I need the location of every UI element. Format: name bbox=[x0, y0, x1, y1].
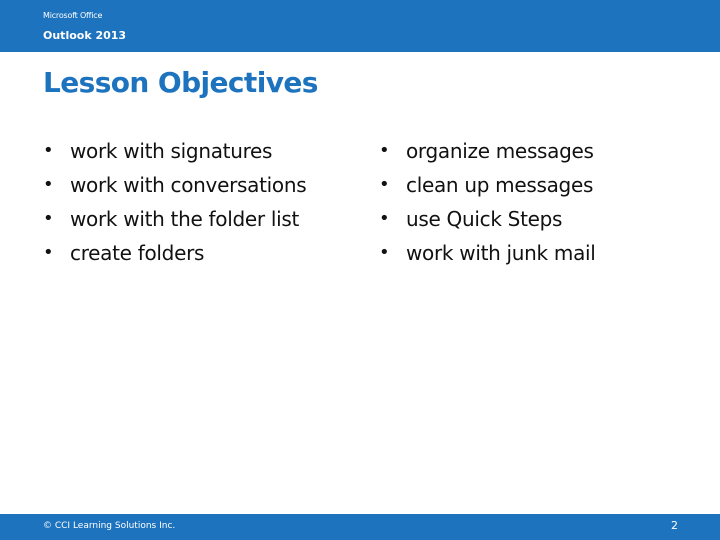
objective-text: clean up messages bbox=[406, 173, 594, 197]
objective-text: use Quick Steps bbox=[406, 207, 563, 231]
objective-item bbox=[43, 236, 306, 270]
objective-item bbox=[379, 168, 596, 202]
bullet-icon: • bbox=[379, 174, 390, 195]
objective-item bbox=[43, 202, 306, 236]
bullet-icon: • bbox=[43, 140, 54, 161]
objective-item bbox=[43, 168, 306, 202]
bullet-icon: • bbox=[43, 208, 54, 229]
objective-text: work with junk mail bbox=[406, 241, 596, 265]
objective-item bbox=[379, 236, 596, 270]
objective-text: work with the folder list bbox=[70, 207, 300, 231]
bullet-icon: • bbox=[379, 242, 390, 263]
bullet-icon: • bbox=[379, 208, 390, 229]
slide-title: Lesson Objectives bbox=[43, 66, 318, 99]
page-number: 2 bbox=[671, 519, 678, 532]
header-band bbox=[0, 0, 720, 52]
objective-item bbox=[379, 202, 596, 236]
objective-item bbox=[379, 134, 596, 168]
bullet-icon: • bbox=[43, 242, 54, 263]
objective-text: organize messages bbox=[406, 139, 594, 163]
bullet-icon: • bbox=[379, 140, 390, 161]
objective-text: create folders bbox=[70, 241, 205, 265]
objective-text: work with conversations bbox=[70, 173, 307, 197]
product-label: Outlook 2013 bbox=[43, 29, 127, 42]
copyright-label: © CCI Learning Solutions Inc. bbox=[43, 521, 176, 531]
bullet-icon: • bbox=[43, 174, 54, 195]
footer-band bbox=[0, 514, 720, 540]
right-objectives-list bbox=[379, 134, 596, 270]
objective-item bbox=[43, 134, 306, 168]
left-objectives-list bbox=[43, 134, 306, 270]
objective-text: work with signatures bbox=[70, 139, 273, 163]
brand-label: Microsoft Office bbox=[43, 11, 103, 20]
